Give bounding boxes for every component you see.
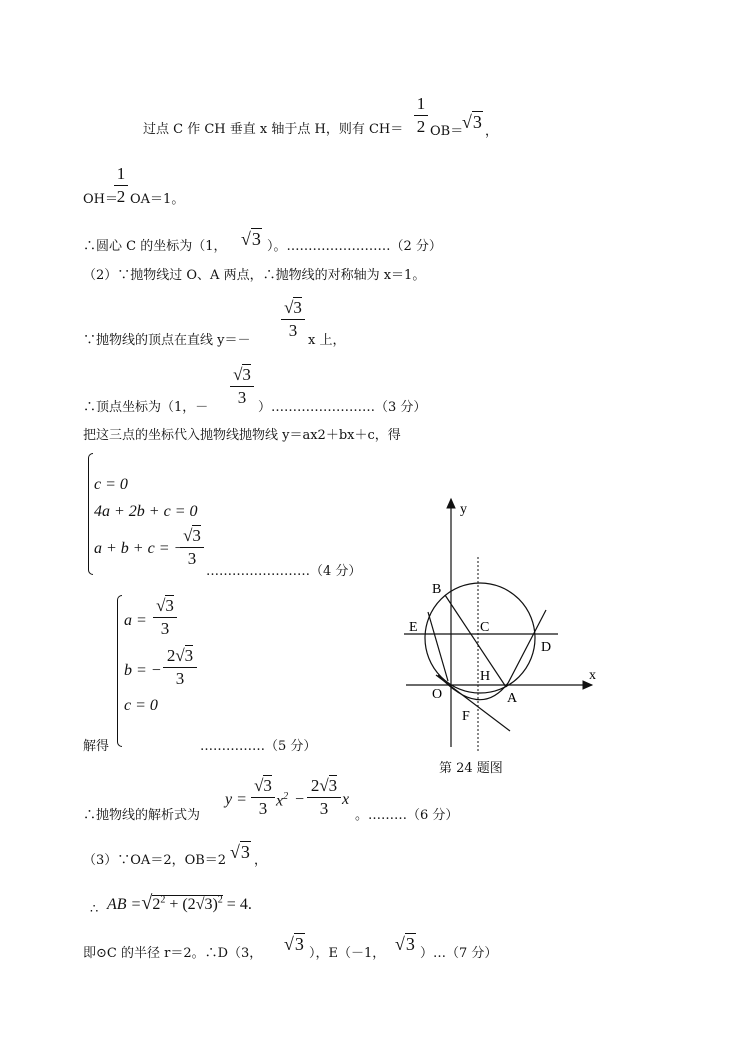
line-tangent-a bbox=[506, 610, 546, 687]
text-line-8: （3）∵OA＝2，OB＝2 bbox=[83, 853, 227, 868]
text-line-5: ∵抛物线的顶点在直线 y＝－ bbox=[83, 333, 251, 348]
fraction-bar bbox=[281, 319, 305, 320]
text-line-2: OH＝ bbox=[83, 192, 118, 207]
parabola-label: ∴抛物线的解析式为 bbox=[83, 808, 201, 823]
label-x: x bbox=[589, 668, 596, 683]
geometry-figure bbox=[398, 495, 608, 755]
label-a: A bbox=[507, 691, 518, 706]
parabola-minus: − bbox=[294, 791, 305, 808]
ab-period: . bbox=[247, 896, 252, 913]
sqrt-3-line-3: √3 bbox=[241, 229, 261, 249]
ab-close: ) bbox=[212, 896, 218, 913]
denominator: 3 bbox=[319, 799, 329, 818]
denominator: 3 bbox=[237, 388, 247, 407]
ab-radicand: $2^2 + (2√3)^2$ bbox=[152, 894, 223, 913]
denominator: 2 bbox=[116, 187, 126, 206]
text-line-9-end: ）…（7 分） bbox=[420, 946, 498, 961]
radicand: 3 bbox=[184, 646, 194, 665]
fraction-parabola-1 bbox=[251, 776, 275, 819]
fraction-bar bbox=[307, 797, 341, 798]
radicand: 3 bbox=[240, 842, 250, 862]
text-line-9-mid: ），E（－1， bbox=[309, 946, 386, 961]
score-5: ……………（5 分） bbox=[200, 739, 317, 754]
ab-inner-radicand: 3 bbox=[204, 896, 213, 913]
label-h: H bbox=[480, 669, 491, 684]
label-y: y bbox=[460, 502, 467, 517]
denominator: 3 bbox=[258, 799, 268, 818]
score-4: ……………………（4 分） bbox=[206, 564, 362, 579]
ab-therefore: ∴ bbox=[90, 902, 99, 917]
denominator: 3 bbox=[288, 321, 298, 340]
exponent: 2 bbox=[283, 791, 289, 802]
numerator: √3 bbox=[254, 776, 272, 795]
fraction-bar bbox=[180, 547, 204, 548]
numerator: 2√3 bbox=[166, 646, 194, 665]
denominator: 3 bbox=[160, 619, 170, 638]
fraction-bar bbox=[230, 386, 254, 387]
denominator: 3 bbox=[187, 549, 197, 568]
numerator: 1 bbox=[116, 164, 126, 183]
parabola bbox=[438, 675, 508, 700]
coefficient: 2 bbox=[310, 776, 320, 795]
radicand: 3 bbox=[294, 934, 304, 954]
text-line-3-end: ）。……………………（2 分） bbox=[267, 239, 442, 254]
numerator: √3 bbox=[284, 298, 302, 317]
text-line-8-end: ， bbox=[254, 853, 268, 868]
numerator: √3 bbox=[233, 365, 251, 384]
denominator: 2 bbox=[416, 117, 426, 136]
text-line-1-mid: OB＝ bbox=[430, 124, 464, 139]
sqrt-3-line-8: √3 bbox=[230, 842, 250, 862]
ab-exp2: 2 bbox=[217, 894, 223, 906]
label-b: B bbox=[432, 582, 442, 597]
ab-plus: + (2 bbox=[165, 896, 196, 913]
text-line-2-end: OA＝1。 bbox=[130, 192, 185, 207]
text-line-9: 即⊙C 的半径 r＝2。∴D（3， bbox=[83, 946, 263, 961]
sqrt-3-line-9a: √3 bbox=[284, 934, 304, 954]
text-line-6-end: ）……………………（3 分） bbox=[258, 400, 427, 415]
label-f: F bbox=[462, 709, 470, 724]
ab-result: = 4 bbox=[226, 896, 248, 913]
system-2-c: c = 0 bbox=[124, 697, 158, 714]
numerator: 1 bbox=[416, 94, 426, 113]
denominator: 3 bbox=[175, 669, 185, 688]
radicand: 3 bbox=[192, 526, 201, 545]
radicand: 3 bbox=[328, 776, 338, 795]
radicand: 3 bbox=[293, 298, 302, 317]
ab-expression: AB $=√2^2 + (2√3)^2 = 4$. bbox=[107, 892, 252, 914]
ab-exp1: 2 bbox=[160, 894, 166, 906]
text-line-4: （2）∵抛物线过 O、A 两点，∴抛物线的对称轴为 x＝1。 bbox=[83, 268, 426, 283]
radicand: 3 bbox=[242, 365, 251, 384]
fraction-bar bbox=[251, 797, 275, 798]
score-6: 。………（6 分） bbox=[355, 808, 459, 823]
fraction-sqrt3-over-3-line-5 bbox=[281, 298, 305, 341]
sqrt-3-line-1: √3 bbox=[462, 112, 482, 132]
figure-caption: 第 24 题图 bbox=[439, 761, 503, 776]
text-line-1: 过点 C 作 CH 垂直 x 轴于点 H，则有 CH＝ bbox=[143, 122, 404, 137]
radicand: 3 bbox=[405, 934, 415, 954]
fraction-bar bbox=[153, 617, 177, 618]
fraction-system-1-eq-3 bbox=[180, 526, 204, 569]
numerator: √3 bbox=[156, 596, 174, 615]
ab-base: 2 bbox=[152, 896, 161, 913]
fraction-sqrt3-over-3-line-6 bbox=[230, 365, 254, 408]
parabola-x2 bbox=[276, 791, 288, 810]
coefficient: 2 bbox=[166, 646, 176, 665]
fraction-parabola-2 bbox=[307, 776, 341, 819]
text-line-1-end: ， bbox=[485, 124, 499, 139]
sqrt-3-line-9b: √3 bbox=[395, 934, 415, 954]
fraction-half-2 bbox=[114, 164, 128, 207]
fraction-bar bbox=[163, 667, 197, 668]
system-brace-2 bbox=[117, 595, 122, 747]
system-1-eq-3: a + b + c = − bbox=[94, 540, 185, 557]
system-2-a: a = bbox=[124, 612, 147, 629]
system-1-eq-2: 4a + 2b + c = 0 bbox=[94, 503, 198, 520]
label-c: C bbox=[480, 620, 490, 635]
system-brace-1 bbox=[88, 453, 93, 575]
numerator: 2√3 bbox=[310, 776, 338, 795]
fraction-bar bbox=[414, 115, 428, 116]
label-e: E bbox=[409, 620, 418, 635]
radicand: 3 bbox=[263, 776, 272, 795]
line-e-to-o bbox=[428, 612, 448, 681]
text-line-6: ∴顶点坐标为（1，－ bbox=[83, 400, 209, 415]
line-ba bbox=[445, 595, 506, 687]
x-var: x bbox=[276, 792, 284, 810]
parabola-x: x bbox=[342, 791, 350, 808]
fraction-bar bbox=[114, 185, 128, 186]
label-d: D bbox=[541, 640, 552, 655]
radicand: 3 bbox=[251, 229, 261, 249]
ab-left: AB = bbox=[107, 896, 142, 913]
system-1-eq-1: c = 0 bbox=[94, 476, 128, 493]
system-2-b: b = − bbox=[124, 662, 162, 679]
fraction-system-2-a bbox=[153, 596, 177, 639]
fraction-system-2-b bbox=[163, 646, 197, 689]
text-line-7: 把这三点的坐标代入抛物线抛物线 y＝ax2＋bx＋c，得 bbox=[83, 428, 401, 443]
fraction-half-1 bbox=[414, 94, 428, 137]
radicand: 3 bbox=[165, 596, 174, 615]
text-line-3: ∴圆心 C 的坐标为（1， bbox=[83, 239, 227, 254]
label-o: O bbox=[432, 687, 443, 702]
numerator: √3 bbox=[183, 526, 201, 545]
radicand: 3 bbox=[472, 112, 482, 132]
solve-label: 解得 bbox=[83, 739, 110, 754]
parabola-y: y = bbox=[225, 791, 247, 808]
text-line-5-end: x 上， bbox=[308, 333, 346, 348]
